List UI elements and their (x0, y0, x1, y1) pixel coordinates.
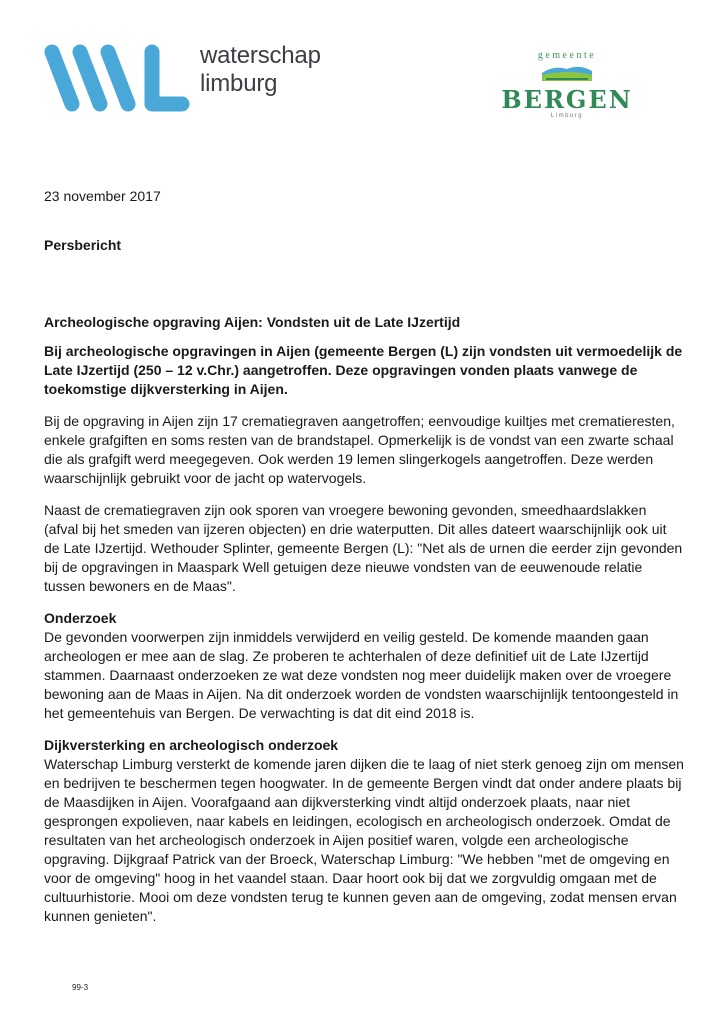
waterschap-wordmark-line1: waterschap (200, 42, 321, 69)
press-release-title: Archeologische opgraving Aijen: Vondsten uit de Late IJzertijd (44, 314, 461, 330)
waterschap-logo-mark-icon (42, 42, 192, 114)
heading-onderzoek: Onderzoek (44, 610, 117, 626)
paragraph-onderzoek: De gevonden voorwerpen zijn inmiddels verwijderd en veilig gesteld. De komende maanden gaan archeologen er mee aan de slag. Ze proberen te achterhalen of deze definitief uit de Late IJzertijd stammen. Daarnaast onderzoeken ze wat deze vondsten nog meer duidelijk maken over de vroegere bewoning aan de Maas in Aijen. Na dit onderzoek worden de vondsten waarschijnlijk tentoongesteld in het gemeentehuis van Bergen. De verwachting is dat dit eind 2018 is. (44, 629, 679, 721)
document-date: 23 november 2017 (44, 188, 161, 204)
paragraph-bewoning: Naast de crematiegraven zijn ook sporen van vroegere bewoning gevonden, smeedhaardslakken (afval bij het smeden van ijzeren objecten) en drie waterputten. Dit alles dateert waarschijnlijk ook uit de Late IJzertijd. Wethouder Splinter, gemeente Bergen (L): "Net als de urnen die eerder zijn gevonden bij de opgravingen in Maaspark Well getuigen deze nieuwe vondsten van de eeuwenoude relatie tussen bewoners en de Maas". (44, 502, 683, 594)
lead-paragraph: Bij archeologische opgravingen in Aijen (gemeente Bergen (L) zijn vondsten uit vermoedelijk de Late IJzertijd (250 – 12 v.Chr.) aangetroffen. Deze opgravingen vonden plaats vanwege de toekomstige dijkversterking in Aijen. (44, 343, 683, 397)
bergen-landscape-icon (540, 63, 594, 83)
heading-dijkversterking: Dijkversterking en archeologisch onderzoek (44, 737, 339, 753)
waterschap-wordmark (200, 42, 321, 98)
waterschap-limburg-logo (42, 42, 342, 114)
press-release-body (44, 313, 684, 939)
bergen-word: BERGEN (501, 85, 633, 114)
gemeente-word: gemeente (537, 50, 597, 61)
document-kind: Persbericht (44, 237, 122, 253)
waterschap-wordmark-line2: limburg (200, 70, 278, 97)
paragraph-dijkversterking: Waterschap Limburg versterkt de komende jaren dijken die te laag of niet sterk genoeg zijn om mensen en bedrijven te beschermen tegen hoogwater. In de gemeente Bergen vindt dat onder andere plaats bij de Maasdijken in Aijen. Voorafgaand aan dijkversterking vindt altijd onderzoek plaats, naar niet gesprongen expolieven, naar kabels en leidingen, ecologisch en archeologisch onderzoek. Omdat de resultaten van het archeologisch onderzoek in Aijen positief waren, volgde een archeologische opgraving. Dijkgraaf Patrick van der Broeck, Waterschap Limburg: "We hebben "met de omgeving en voor de omgeving" hoog in het vaandel staan. Daar hoort ook bij dat we zorgvuldig omgaan met de cultuurhistorie. Mooi om deze vondsten terug te kunnen geven aan de omgeving, zodat mensen ervan kunnen genieten". (44, 756, 684, 924)
gemeente-bergen-logo (494, 50, 640, 128)
bergen-sub: Limburg (550, 113, 584, 119)
footer-code: 99-3 (72, 983, 89, 992)
paragraph-crematiegraven: Bij de opgraving in Aijen zijn 17 crematiegraven aangetroffen; eenvoudige kuiltjes met crematieresten, enkele grafgiften en soms resten van de brandstapel. Opmerkelijk is de vondst van een zwarte schaal die als grafgift werd meegegeven. Ook werden 19 lemen slingerkogels aangetroffen. Deze werden waarschijnlijk gebruikt voor de jacht op watervogels. (44, 413, 675, 486)
